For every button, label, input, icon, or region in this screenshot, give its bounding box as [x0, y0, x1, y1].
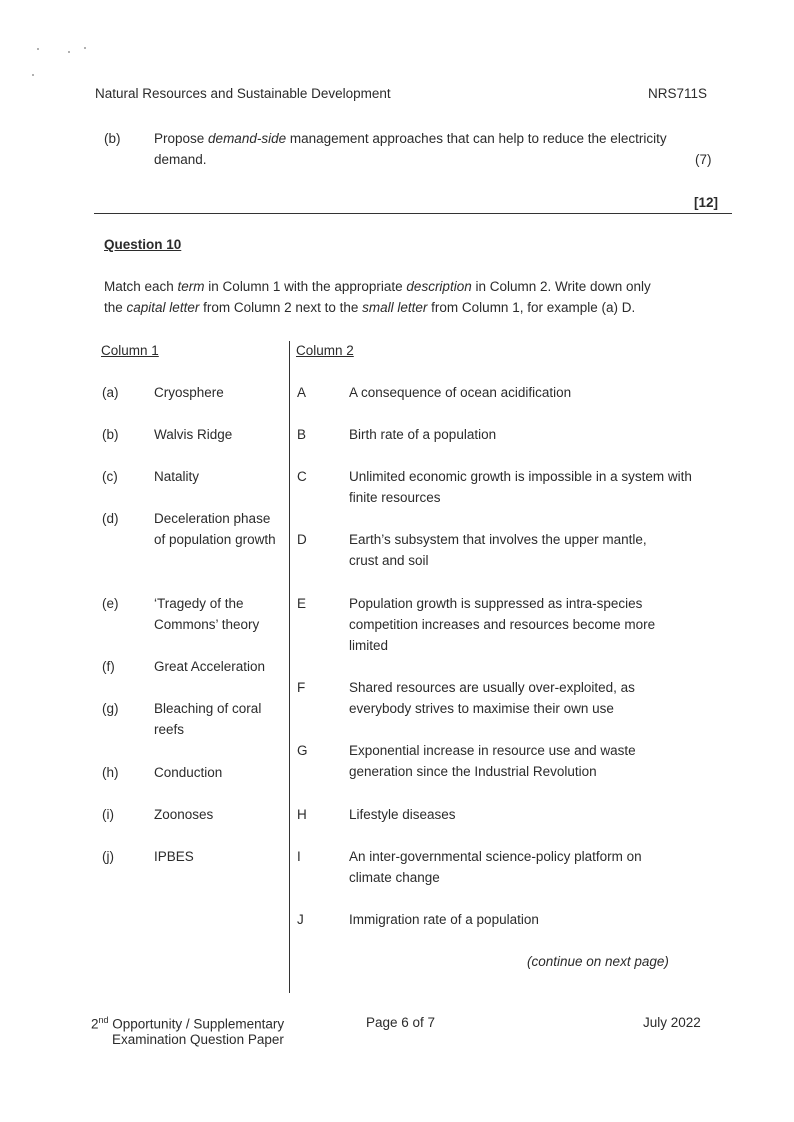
- question-b-label: (b): [104, 131, 121, 146]
- question-b-text: Propose demand-side management approaches that can help to reduce the electricity: [154, 131, 667, 146]
- column-1-term: Bleaching of coral reefs: [154, 701, 262, 737]
- column-2-letter: F: [297, 680, 306, 695]
- column-1-term: Great Acceleration: [154, 659, 266, 674]
- question-10-instructions-line2: the capital letter from Column 2 next to the small letter from Column 1, for example (a) D.: [104, 300, 636, 315]
- column-2-description: Lifestyle diseases: [349, 807, 456, 822]
- column-1-term: Conduction: [154, 765, 223, 780]
- column-2-letter: E: [297, 596, 307, 611]
- column-1-label: (a): [102, 385, 119, 400]
- column-1-term: Cryosphere: [154, 385, 224, 400]
- column-1-label: (i): [102, 807, 114, 822]
- section-divider: [94, 213, 732, 214]
- course-code: NRS711S: [648, 86, 708, 101]
- column-1-term: Zoonoses: [154, 807, 214, 822]
- column-2-description: An inter-governmental science-policy platform on climate change: [349, 849, 642, 885]
- question-10-title: Question 10: [104, 237, 182, 252]
- scan-speck: [37, 48, 39, 50]
- question-b-text-line2: demand.: [154, 152, 207, 167]
- column-2-description: Immigration rate of a population: [349, 912, 539, 927]
- column-2-description: Population growth is suppressed as intra-species competition increases and resources become more limited: [349, 596, 656, 653]
- column-2-letter: G: [297, 743, 308, 758]
- continue-note: (continue on next page): [527, 954, 669, 969]
- column-1-label: (g): [102, 701, 119, 716]
- column-2-description: A consequence of ocean acidification: [349, 385, 572, 400]
- question-b-marks: (7): [695, 152, 712, 167]
- column-2-description: Birth rate of a population: [349, 427, 497, 442]
- column-1-label: (c): [102, 469, 118, 484]
- column-1-label: (j): [102, 849, 114, 864]
- column-1-label: (d): [102, 511, 119, 526]
- scan-speck: [32, 74, 34, 76]
- column-2-description: Exponential increase in resource use and waste generation since the Industrial Revolution: [349, 743, 636, 779]
- column-2-letter: B: [297, 427, 307, 442]
- column-2-letter: A: [297, 385, 307, 400]
- column-1-header: Column 1: [101, 343, 159, 358]
- footer-exam-type-line2: Examination Question Paper: [112, 1032, 284, 1047]
- column-2-letter: H: [297, 807, 307, 822]
- course-title: Natural Resources and Sustainable Development: [95, 86, 391, 101]
- footer-page-number: Page 6 of 7: [366, 1015, 436, 1030]
- column-2-header: Column 2: [296, 343, 354, 358]
- column-1-term: ‘Tragedy of the Commons’ theory: [154, 596, 260, 632]
- column-2-description: Unlimited economic growth is impossible in a system with finite resources: [349, 469, 692, 505]
- scan-speck: [68, 51, 70, 53]
- column-2-letter: D: [297, 532, 307, 547]
- section-total-marks: [12]: [694, 195, 719, 210]
- column-1-label: (f): [102, 659, 115, 674]
- column-divider: [289, 341, 290, 993]
- column-2-description: Shared resources are usually over-exploited, as everybody strives to maximise their own use: [349, 680, 635, 716]
- column-1-term: Deceleration phase of population growth: [154, 511, 276, 547]
- column-2-letter: J: [297, 912, 304, 927]
- column-1-term: Walvis Ridge: [154, 427, 233, 442]
- column-1-label: (b): [102, 427, 119, 442]
- column-1-term: Natality: [154, 469, 200, 484]
- column-1-label: (h): [102, 765, 119, 780]
- question-10-instructions-line1: Match each term in Column 1 with the appropriate description in Column 2. Write down only: [104, 279, 651, 294]
- column-1-label: (e): [102, 596, 119, 611]
- column-2-letter: I: [297, 849, 301, 864]
- column-2-letter: C: [297, 469, 307, 484]
- scan-speck: [84, 47, 86, 49]
- footer-exam-type: 2nd Opportunity / Supplementary: [91, 1015, 285, 1032]
- column-1-term: IPBES: [154, 849, 194, 864]
- column-2-description: Earth’s subsystem that involves the upper mantle, crust and soil: [349, 532, 647, 568]
- footer-date: July 2022: [643, 1015, 701, 1030]
